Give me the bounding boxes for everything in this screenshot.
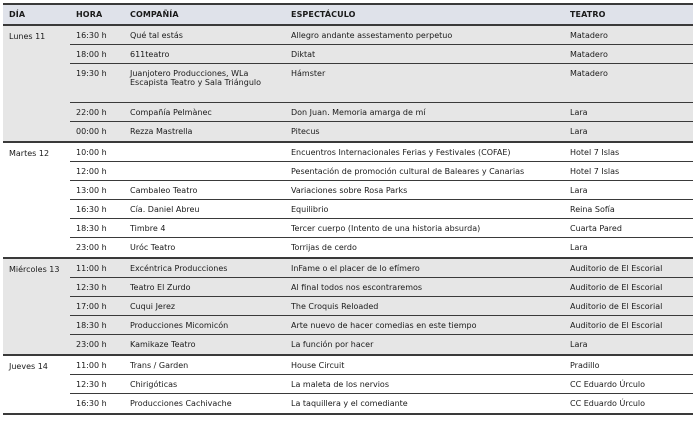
- compania-cell: Teatro El Zurdo: [130, 283, 191, 292]
- hora-cell: 12:00 h: [76, 167, 107, 176]
- compania-cell: Producciones Cachivache: [130, 399, 232, 408]
- espectaculo-cell: La función por hacer: [291, 340, 374, 349]
- espectaculo-cell: Don Juan. Memoria amarga de mí: [291, 108, 426, 117]
- hora-cell: 00:00 h: [76, 127, 107, 136]
- day-label: Miércoles 13: [9, 265, 60, 274]
- table-row: [70, 259, 693, 278]
- teatro-cell: Lara: [570, 127, 588, 136]
- compania-cell: Cuqui Jerez: [130, 302, 176, 311]
- table-row: [70, 45, 693, 64]
- teatro-cell: Lara: [570, 340, 588, 349]
- espectaculo-cell: Pitecus: [291, 127, 320, 136]
- espectaculo-cell: La taquillera y el comediante: [291, 399, 408, 408]
- espectaculo-cell: Tercer cuerpo (Intento de una historia absurda): [291, 224, 481, 233]
- table-row: [70, 375, 693, 394]
- espectaculo-cell: House Circuit: [291, 361, 345, 370]
- compania-cell: Producciones Micomicón: [130, 321, 229, 330]
- teatro-cell: Pradillo: [570, 361, 600, 370]
- espectaculo-cell: Diktat: [291, 50, 316, 59]
- table-row: [70, 394, 693, 413]
- hora-cell: 16:30 h: [76, 205, 107, 214]
- table-row: [70, 181, 693, 200]
- table-row: [70, 356, 693, 375]
- teatro-cell: Reina Sofía: [570, 205, 615, 214]
- hora-cell: 10:00 h: [76, 148, 107, 157]
- header-compania: COMPAÑÍA: [130, 10, 179, 19]
- day-label: Jueves 14: [9, 362, 48, 371]
- schedule-table: [3, 3, 693, 415]
- hora-cell: 18:00 h: [76, 50, 107, 59]
- teatro-cell: Matadero: [570, 31, 608, 40]
- hora-cell: 18:30 h: [76, 321, 107, 330]
- teatro-cell: Auditorio de El Escorial: [570, 264, 663, 273]
- compania-cell: 611teatro: [130, 50, 170, 59]
- espectaculo-cell: Equilibrio: [291, 205, 329, 214]
- espectaculo-cell: Arte nuevo de hacer comedias en este tiempo: [291, 321, 477, 330]
- teatro-cell: CC Eduardo Úrculo: [570, 380, 646, 389]
- hora-cell: 18:30 h: [76, 224, 107, 233]
- header-espectaculo: ESPECTÁCULO: [291, 10, 356, 19]
- compania-cell: Kamikaze Teatro: [130, 340, 196, 349]
- day-label: Lunes 11: [9, 32, 46, 41]
- espectaculo-cell: Torrijas de cerdo: [291, 243, 357, 252]
- compania-cell: Qué tal estás: [130, 31, 183, 40]
- hora-cell: 11:00 h: [76, 361, 107, 370]
- table-header: [3, 5, 693, 26]
- hora-cell: 23:00 h: [76, 243, 107, 252]
- espectaculo-cell: Hámster: [291, 69, 326, 78]
- day-block-martes: [3, 143, 693, 259]
- compania-cell: Rezza Mastrella: [130, 127, 193, 136]
- hora-cell: 11:00 h: [76, 264, 107, 273]
- compania-cell: [126, 143, 287, 161]
- table-row: [70, 143, 693, 162]
- hora-cell: 19:30 h: [76, 69, 107, 78]
- day-block-lunes: [3, 26, 693, 143]
- hora-cell: 13:00 h: [76, 186, 107, 195]
- table-row: [70, 238, 693, 257]
- compania-cell: Cambaleo Teatro: [130, 186, 198, 195]
- compania-cell: Chirigóticas: [130, 380, 178, 389]
- hora-cell: 17:00 h: [76, 302, 107, 311]
- teatro-cell: Auditorio de El Escorial: [570, 283, 663, 292]
- table-row: [70, 316, 693, 335]
- hora-cell: 23:00 h: [76, 340, 107, 349]
- hora-cell: 22:00 h: [76, 108, 107, 117]
- header-teatro: TEATRO: [570, 10, 606, 19]
- table-row: [70, 26, 693, 45]
- hora-cell: 16:30 h: [76, 399, 107, 408]
- compania-cell: Uróc Teatro: [130, 243, 176, 252]
- table-row: [70, 278, 693, 297]
- compania-cell: Excéntrica Producciones: [130, 264, 228, 273]
- espectaculo-cell: Al final todos nos escontraremos: [291, 283, 423, 292]
- compania-cell: Timbre 4: [130, 224, 166, 233]
- day-block-jueves: [3, 356, 693, 415]
- compania-cell: [126, 162, 287, 180]
- teatro-cell: Lara: [570, 108, 588, 117]
- teatro-cell: CC Eduardo Úrculo: [570, 399, 646, 408]
- espectaculo-cell: The Croquis Reloaded: [291, 302, 379, 311]
- compania-cell: Juanjotero Producciones, WLa Escapista Teatro y Sala Triángulo: [130, 69, 261, 87]
- header-hora: HORA: [76, 10, 103, 19]
- table-row: [70, 219, 693, 238]
- teatro-cell: Auditorio de El Escorial: [570, 302, 663, 311]
- espectaculo-cell: Encuentros Internacionales Ferias y Festivales (COFAE): [291, 148, 511, 157]
- teatro-cell: Auditorio de El Escorial: [570, 321, 663, 330]
- espectaculo-cell: Allegro andante assestamento perpetuo: [291, 31, 453, 40]
- espectaculo-cell: La maleta de los nervios: [291, 380, 389, 389]
- table-row: [70, 103, 693, 122]
- teatro-cell: Hotel 7 Islas: [570, 167, 620, 176]
- table-row: [70, 297, 693, 316]
- compania-cell: Compañía Pelmànec: [130, 108, 212, 117]
- teatro-cell: Matadero: [570, 69, 608, 78]
- day-label: Martes 12: [9, 149, 50, 158]
- table-row: [70, 335, 693, 354]
- header-dia: DÍA: [9, 10, 26, 19]
- day-block-miercoles: [3, 259, 693, 356]
- hora-cell: 16:30 h: [76, 31, 107, 40]
- teatro-cell: Hotel 7 Islas: [570, 148, 620, 157]
- compania-cell: Cía. Daniel Abreu: [130, 205, 200, 214]
- teatro-cell: Cuarta Pared: [570, 224, 622, 233]
- hora-cell: 12:30 h: [76, 380, 107, 389]
- table-row: [70, 122, 693, 141]
- table-row: [70, 200, 693, 219]
- espectaculo-cell: Variaciones sobre Rosa Parks: [291, 186, 408, 195]
- espectaculo-cell: InFame o el placer de lo efímero: [291, 264, 420, 273]
- table-row: [70, 64, 693, 103]
- teatro-cell: Matadero: [570, 50, 608, 59]
- teatro-cell: Lara: [570, 243, 588, 252]
- teatro-cell: Lara: [570, 186, 588, 195]
- table-row: [70, 162, 693, 181]
- hora-cell: 12:30 h: [76, 283, 107, 292]
- espectaculo-cell: Pesentación de promoción cultural de Baleares y Canarias: [291, 167, 525, 176]
- compania-cell: Trans / Garden: [130, 361, 189, 370]
